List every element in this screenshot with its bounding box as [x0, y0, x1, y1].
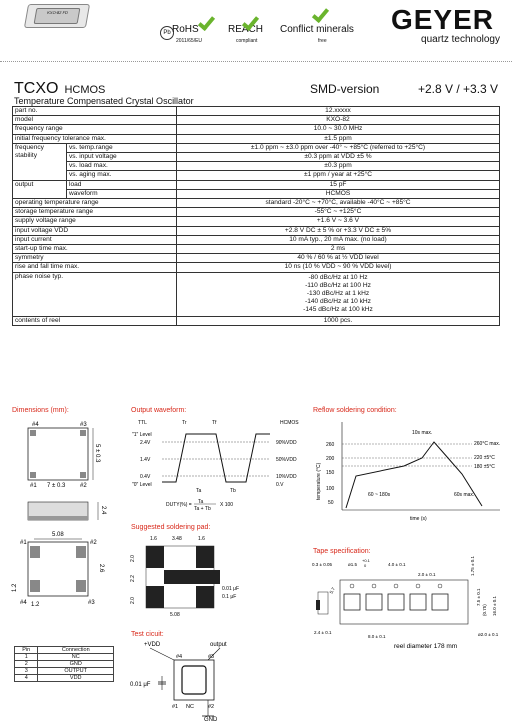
pb-text: Pb	[163, 30, 171, 36]
circuit-title: Test cicuit:	[131, 631, 164, 638]
phase-noise-line: -110 dBc/Hz at 100 Hz	[305, 281, 371, 289]
spec-label: contents of reel	[13, 316, 177, 325]
phase-noise-values	[177, 272, 500, 316]
spec-value: 1000 pcs.	[177, 316, 500, 325]
circuit-cap: 0.01 μF	[130, 682, 151, 688]
output-waveform-diagram	[130, 414, 310, 514]
reflow-y150: 150	[326, 470, 335, 476]
spec-value: ±0.3 ppm	[177, 162, 500, 171]
tape-t5: 4.0 ± 0.1	[388, 562, 406, 567]
spec-label: vs. temp.range	[67, 143, 177, 152]
spec-label: start-up time max.	[13, 245, 177, 254]
pin3-label: #3	[88, 600, 95, 606]
conflict-check-icon	[312, 5, 329, 23]
spec-label: part no.	[13, 107, 177, 116]
pin-connection: GND	[38, 661, 114, 668]
brand-logo: GEYER	[390, 4, 494, 35]
connection-col-header: Connection	[38, 647, 114, 654]
spec-value: ±1.5 ppm	[177, 134, 500, 143]
reflow-10s: 10s max.	[412, 430, 433, 436]
table-row	[13, 235, 500, 244]
circuit-gnd: GND	[204, 717, 218, 722]
crystal-product-image	[24, 4, 90, 28]
spec-label: phase noise typ.	[13, 272, 177, 316]
reflow-180: 180 ±5°C	[474, 464, 495, 470]
pin-connection: OUTPUT	[38, 668, 114, 675]
tape-t2: ø1.5	[348, 562, 358, 567]
dim-pitch: 5.08	[52, 532, 64, 538]
reflow-profile	[346, 442, 482, 508]
table-row	[13, 254, 500, 263]
wave-90: 90%VDD	[276, 440, 297, 446]
table-row	[13, 143, 500, 152]
pin-number: 1	[15, 654, 38, 661]
spec-group-label: frequency stability	[13, 143, 67, 180]
spec-label: waveform	[67, 189, 177, 198]
circuit-p1: #1	[172, 704, 179, 710]
conflict-text: Conflict minerals	[280, 24, 354, 35]
rohs-badge	[172, 24, 199, 35]
pad-block	[196, 546, 214, 568]
spec-value: +1.6 V ~ 3.6 V	[177, 217, 500, 226]
tape-spec-diagram	[310, 556, 508, 652]
pad-block	[196, 586, 214, 608]
spec-value: +2.8 V DC ± 5 % or +3.3 V DC ± 5%	[177, 226, 500, 235]
reflow-60max: 60s max.	[454, 492, 475, 498]
reflow-260max: 260°C max.	[474, 441, 501, 447]
conflict-sub: free	[318, 38, 327, 44]
tape-t3: +0.1	[362, 558, 370, 563]
table-row	[13, 134, 500, 143]
table-row	[13, 316, 500, 325]
circuit-vdd: +VDD	[144, 642, 161, 648]
circuit-output: output	[210, 642, 227, 648]
spec-label: initial frequency tolerance max.	[13, 134, 177, 143]
spec-table	[12, 106, 500, 326]
brand-tagline: quartz technology	[421, 34, 500, 45]
reflow-ylabel: temperature (°C)	[316, 462, 322, 500]
pin-connection: NC	[38, 654, 114, 661]
table-row	[13, 189, 500, 198]
pin2-label: #2	[80, 483, 87, 489]
tape-t12: ø2.0 ± 0.1	[478, 632, 499, 637]
spec-value: ±0.3 ppm at VDD ±5 %	[177, 153, 500, 162]
reach-sub: compliant	[236, 38, 258, 44]
wave-0v: 0.V	[276, 482, 284, 488]
spec-value: 40 % / 60 % at ½ VDD level	[177, 254, 500, 263]
dim-pad-h: 1.2	[12, 583, 18, 592]
reflow-220: 220 ±5°C	[474, 455, 495, 461]
pad-cap2: 0.1 μF	[222, 594, 237, 600]
dim-height: 2.4	[100, 506, 106, 515]
table-row	[15, 668, 114, 675]
spec-value: 10 mA typ., 20 mA max. (no load)	[177, 235, 500, 244]
phase-noise-line: -140 dBc/Hz at 10 kHz	[305, 298, 371, 306]
duty-num: Ta	[198, 499, 204, 505]
table-row	[13, 245, 500, 254]
pin-number: 4	[15, 675, 38, 682]
spec-label: load	[67, 180, 177, 189]
spec-label: rise and fall time max.	[13, 263, 177, 272]
wave-14v: 1.4V	[140, 457, 151, 463]
spec-label: vs. load max.	[67, 162, 177, 171]
wave-ttl: TTL	[138, 420, 147, 426]
wave-ta: Ta	[196, 488, 202, 494]
table-row	[13, 107, 500, 116]
reflow-xlabel: time (s)	[410, 516, 427, 522]
pin4-label: #4	[20, 600, 27, 606]
circuit-p3: #3	[208, 654, 215, 660]
table-row	[15, 661, 114, 668]
pin-col-header: Pin	[15, 647, 38, 654]
table-row	[13, 180, 500, 189]
table-row	[13, 208, 500, 217]
tape-t13: 5.7	[328, 586, 336, 595]
wave-tb: Tb	[230, 488, 236, 494]
tape-t7: 1.75 ± 0.1	[470, 556, 475, 576]
pad-marker	[30, 546, 40, 558]
tape-pocket	[388, 594, 404, 610]
table-row	[13, 199, 500, 208]
table-header	[15, 647, 114, 654]
wave-level1: "1" Level	[132, 432, 152, 438]
rohs-text: RoHS	[172, 24, 199, 35]
spec-label: supply voltage range	[13, 217, 177, 226]
wave-10: 10%VDD	[276, 474, 297, 480]
tape-reel: reel diameter 178 mm	[394, 643, 458, 650]
reflow-chart	[312, 414, 508, 526]
pin-connection: VDD	[38, 675, 114, 682]
table-row	[13, 116, 500, 125]
dim-pad-span: 2.6	[98, 564, 104, 573]
table-row	[13, 217, 500, 226]
pad-cap1: 0.01 μF	[222, 586, 240, 592]
soldering-pad-diagram	[130, 532, 260, 618]
table-row	[13, 125, 500, 134]
test-circuit-diagram	[128, 638, 248, 722]
title-type: HCMOS	[64, 84, 106, 96]
pin4-label: #4	[32, 422, 39, 428]
tape-t9: 16.0 ± 0.1	[492, 596, 497, 616]
table-row	[13, 263, 500, 272]
spec-label: input voltage VDD	[13, 226, 177, 235]
header-banner	[0, 0, 512, 62]
pad-marker	[76, 580, 86, 592]
wave-level0: "0" Level	[132, 482, 152, 488]
tape-t1: 0.3 ± 0.05	[312, 562, 332, 567]
tape-t4: 0	[364, 563, 367, 568]
spec-value: standard -20°C ~ +70°C, available -40°C ~ +85°C	[177, 199, 500, 208]
pad-marker	[30, 580, 40, 592]
waveform-title: Output waveform:	[131, 407, 187, 414]
pad-title: Suggested soldering pad:	[131, 524, 211, 531]
conflict-badge	[280, 24, 354, 35]
spec-value: 15 pF	[177, 180, 500, 189]
top-view-outline	[28, 428, 88, 480]
wave-tr: Tr	[182, 420, 187, 426]
reach-text: REACH	[228, 24, 264, 35]
pad-marker	[80, 472, 86, 478]
pad-marker	[30, 472, 36, 478]
pin2-label: #2	[90, 540, 97, 546]
phase-noise-line: -145 dBc/Hz at 100 kHz	[303, 306, 373, 314]
tape-t8: 7.5 ± 0.1	[476, 588, 481, 606]
table-row	[13, 226, 500, 235]
tape-pocket	[344, 594, 360, 610]
dimensions-title: Dimensions (mm):	[12, 407, 69, 414]
product-subtitle: Temperature Compensated Crystal Oscillator	[14, 96, 194, 106]
tape-t11: 8.0 ± 0.1	[368, 634, 386, 639]
wave-04v: 0.4V	[140, 474, 151, 480]
phase-noise-line: -80 dBc/Hz at 10 Hz	[308, 273, 368, 281]
pad-marker	[30, 430, 36, 436]
pad-marker	[76, 546, 86, 558]
reflow-y260: 260	[326, 442, 335, 448]
pad-block	[146, 546, 164, 568]
reflow-title: Reflow soldering condition:	[313, 407, 397, 414]
dimensions-drawing	[10, 414, 122, 614]
spec-value: KXO-82	[177, 116, 500, 125]
wave-50: 50%VDD	[276, 457, 297, 463]
table-row	[15, 675, 114, 682]
pin3-label: #3	[80, 422, 87, 428]
spec-label: vs. input voltage	[67, 153, 177, 162]
spec-value: ±1 ppm / year at +25°C	[177, 171, 500, 180]
pad-block	[164, 570, 220, 584]
tape-t10: 2.4 ± 0.1	[314, 630, 332, 635]
table-row	[13, 171, 500, 180]
pin1-label: #1	[20, 540, 27, 546]
pad-marker	[80, 430, 86, 436]
pin-number: 3	[15, 668, 38, 675]
dim-length: 7 ± 0.3	[47, 483, 66, 489]
title-main: TCXO	[14, 80, 59, 97]
reflow-y200: 200	[326, 456, 335, 462]
spec-value: HCMOS	[177, 189, 500, 198]
pad-c: 1.6	[198, 536, 205, 542]
pad-a: 1.6	[150, 536, 157, 542]
wave-24v: 2.4V	[140, 440, 151, 446]
waveform-trace	[162, 434, 270, 482]
pin-number: 2	[15, 661, 38, 668]
reflow-60-180: 60 ~ 180s	[368, 492, 391, 498]
table-row	[13, 162, 500, 171]
pad-b: 3.48	[172, 536, 182, 542]
spec-label: frequency range	[13, 125, 177, 134]
dim-pad-w: 1.2	[31, 602, 40, 608]
spec-value: 10 ns (10 % VDD ~ 90 % VDD level)	[177, 263, 500, 272]
phase-noise-line: -130 dBc/Hz at 1 kHz	[306, 290, 370, 298]
spec-value: 10.0 ~ 30.0 MHz	[177, 125, 500, 134]
product-version: SMD-version	[310, 82, 380, 96]
wave-tf: Tf	[212, 420, 217, 426]
spec-label: vs. aging max.	[67, 171, 177, 180]
spec-label: model	[13, 116, 177, 125]
tape-t6: 2.0 ± 0.1	[418, 572, 436, 577]
circuit-p2: #2	[208, 704, 215, 710]
duty-x: X 100	[220, 502, 234, 508]
spec-value: 2 ms	[177, 245, 500, 254]
circuit-nc: NC	[186, 704, 194, 710]
dim-width: 5 ± 0.3	[94, 444, 100, 463]
tape-pocket	[366, 594, 382, 610]
pad-block	[146, 586, 164, 608]
tape-pocket	[432, 594, 448, 610]
wave-hcmos: HCMOS	[280, 420, 299, 426]
pin1-label: #1	[30, 483, 37, 489]
pin-table	[14, 646, 114, 682]
product-voltage: +2.8 V / +3.3 V	[418, 82, 499, 96]
duty-den: Ta + Tb	[194, 506, 211, 512]
spec-label: storage temperature range	[13, 208, 177, 217]
rohs-sub: 2011/65/EU	[176, 38, 203, 44]
duty-label: DUTY(%) =	[166, 502, 192, 508]
tape-pocket	[410, 594, 426, 610]
pad-e: 2.2	[130, 575, 136, 582]
spec-label: input current	[13, 235, 177, 244]
rohs-check-icon	[198, 13, 215, 31]
tape-title: Tape specification:	[313, 548, 371, 555]
table-row	[13, 272, 500, 316]
spec-group-label: output	[13, 180, 67, 198]
circuit-p4: #4	[176, 654, 183, 660]
crystal-label: KXO-82 FD	[34, 8, 81, 24]
pad-f: 2.0	[130, 597, 136, 604]
spec-label: symmetry	[13, 254, 177, 263]
reflow-y100: 100	[326, 486, 335, 492]
spec-label: operating temperature range	[13, 199, 177, 208]
spec-value: 12.xxxxx	[177, 107, 500, 116]
reflow-y50: 50	[328, 500, 334, 506]
tape-t14: (0.75)	[482, 604, 487, 616]
pad-d: 2.0	[130, 555, 136, 562]
table-row	[15, 654, 114, 661]
spec-value: -55°C ~ +125°C	[177, 208, 500, 217]
table-row	[13, 153, 500, 162]
spec-value: ±1.0 ppm ~ ±3.0 ppm over -40° ~ +85°C (referred to +25°C)	[177, 143, 500, 152]
pad-g: 5.08	[170, 612, 180, 618]
